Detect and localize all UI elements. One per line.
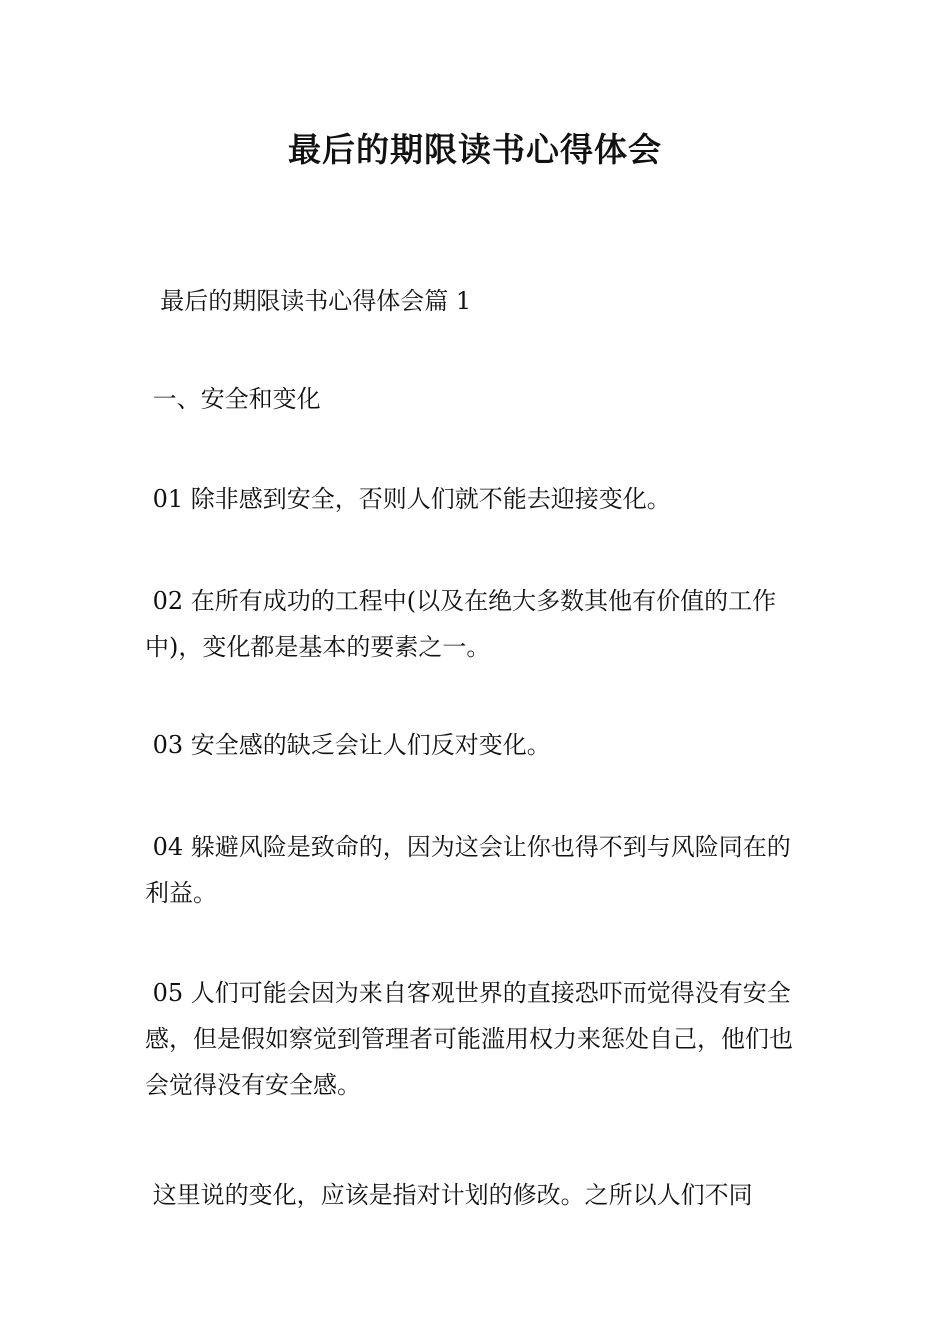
paragraph-05: 05 人们可能会因为来自客观世界的直接恐吓而觉得没有安全感，但是假如察觉到管理者可能滥用权力来惩处自己，他们也会觉得没有安全感。 — [145, 979, 793, 1099]
paragraph-03: 03 安全感的缺乏会让人们反对变化。 — [145, 731, 551, 759]
section-heading: 一、安全和变化 — [145, 385, 321, 413]
paragraph-02: 02 在所有成功的工程中(以及在绝大多数其他有价值的工作中)，变化都是基本的要素之一。 — [145, 587, 777, 661]
paragraph-04: 04 躲避风险是致命的，因为这会让你也得不到与风险同在的利益。 — [145, 833, 791, 907]
paragraph-01: 01 除非感到安全，否则人们就不能去迎接变化。 — [145, 485, 671, 513]
document-title: 最后的期限读书心得体会 — [288, 130, 662, 169]
article-subtitle: 最后的期限读书心得体会篇 1 — [145, 287, 472, 315]
paragraph-continuation: 这里说的变化，应该是指对计划的修改。之所以人们不同 — [145, 1181, 753, 1209]
